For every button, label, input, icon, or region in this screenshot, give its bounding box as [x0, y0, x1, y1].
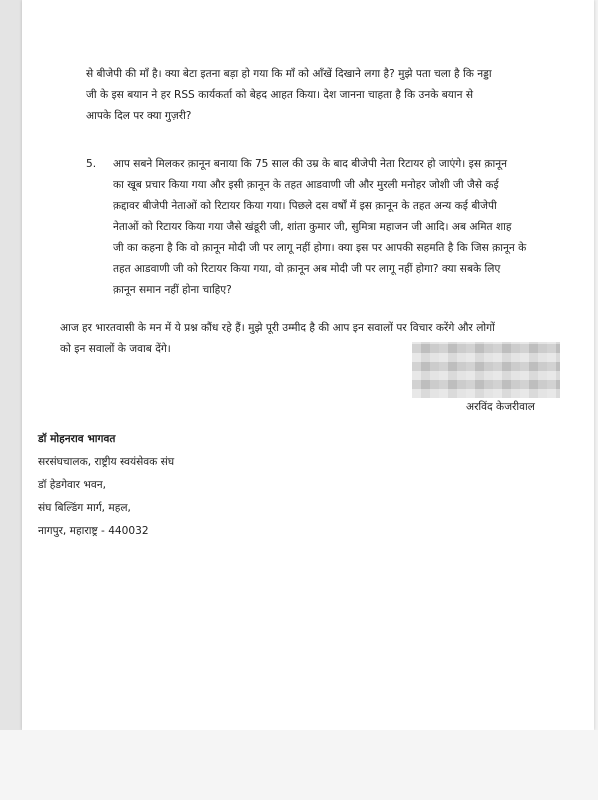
text-line: आज हर भारतवासी के मन में ये प्रश्न कौंध रहे हैं। मुझे पूरी उम्मीद है की आप इन सवालों पर विचार करेंगे और लोगों [60, 322, 495, 334]
list-item-5 [113, 154, 526, 301]
text-line: से बीजेपी की माँ है। क्या बेटा इतना बड़ा हो गया कि माँ को आँखें दिखाने लगा है? मुझे पता चला है कि नड्डा [86, 68, 492, 80]
address-line: संघ बिल्डिंग मार्ग, महल, [38, 502, 131, 514]
address-line: डॉ हेडगेवार भवन, [38, 479, 106, 491]
paragraph-continued [86, 64, 492, 127]
screen-bottom-area [0, 730, 598, 800]
text-line: जी के इस बयान ने हर RSS कार्यकर्ता को बेहद आहत किया। देश जानना चाहता है कि उनके बयान से [86, 89, 474, 101]
text-line: आप सबने मिलकर क़ानून बनाया कि 75 साल की उम्र के बाद बीजेपी नेता रिटायर हो जाएंगे। इस क़ानून [113, 158, 508, 170]
text-line: नेताओं को रिटायर किया गया जैसे खंडूरी जी, शांता कुमार जी, सुमित्रा महाजन जी आदि। अब अमित शाह [113, 221, 512, 233]
signer-name: अरविंद केजरीवाल [466, 401, 535, 413]
text-line: जी का कहना है कि वो क़ानून मोदी जी पर लागू नहीं होगा। क्या इस पर आपकी सहमति है कि जिस क़ानून के [113, 242, 527, 254]
blurred-signature [412, 342, 560, 398]
recipient-name: डॉ मोहनराव भागवत [38, 433, 116, 445]
text-line: को इन सवालों के जवाब देंगे। [60, 343, 171, 355]
list-number: 5. [86, 158, 97, 170]
text-line: आपके दिल पर क्या गुज़री? [86, 110, 192, 122]
text-line: तहत आडवाणी जी को रिटायर किया गया, वो क़ानून अब मोदी जी पर लागू नहीं होगा? क्या सबके लिए [113, 263, 501, 275]
text-line: का खूब प्रचार किया गया और इसी क़ानून के तहत आडवाणी जी और मुरली मनोहर जोशी जी जैसे कई [113, 179, 499, 191]
text-line: क़ानून समान नहीं होना चाहिए? [113, 284, 232, 296]
address-line: नागपुर, महाराष्ट्र - 440032 [38, 525, 149, 537]
page-edge-shadow [0, 0, 22, 730]
text-line: क़द्दावर बीजेपी नेताओं को रिटायर किया गया। पिछले दस वर्षों में इस क़ानून के तहत अन्य कई बीजेपी [113, 200, 497, 212]
recipient-address [38, 428, 174, 543]
address-line: सरसंघचालक, राष्ट्रीय स्वयंसेवक संघ [38, 456, 175, 468]
